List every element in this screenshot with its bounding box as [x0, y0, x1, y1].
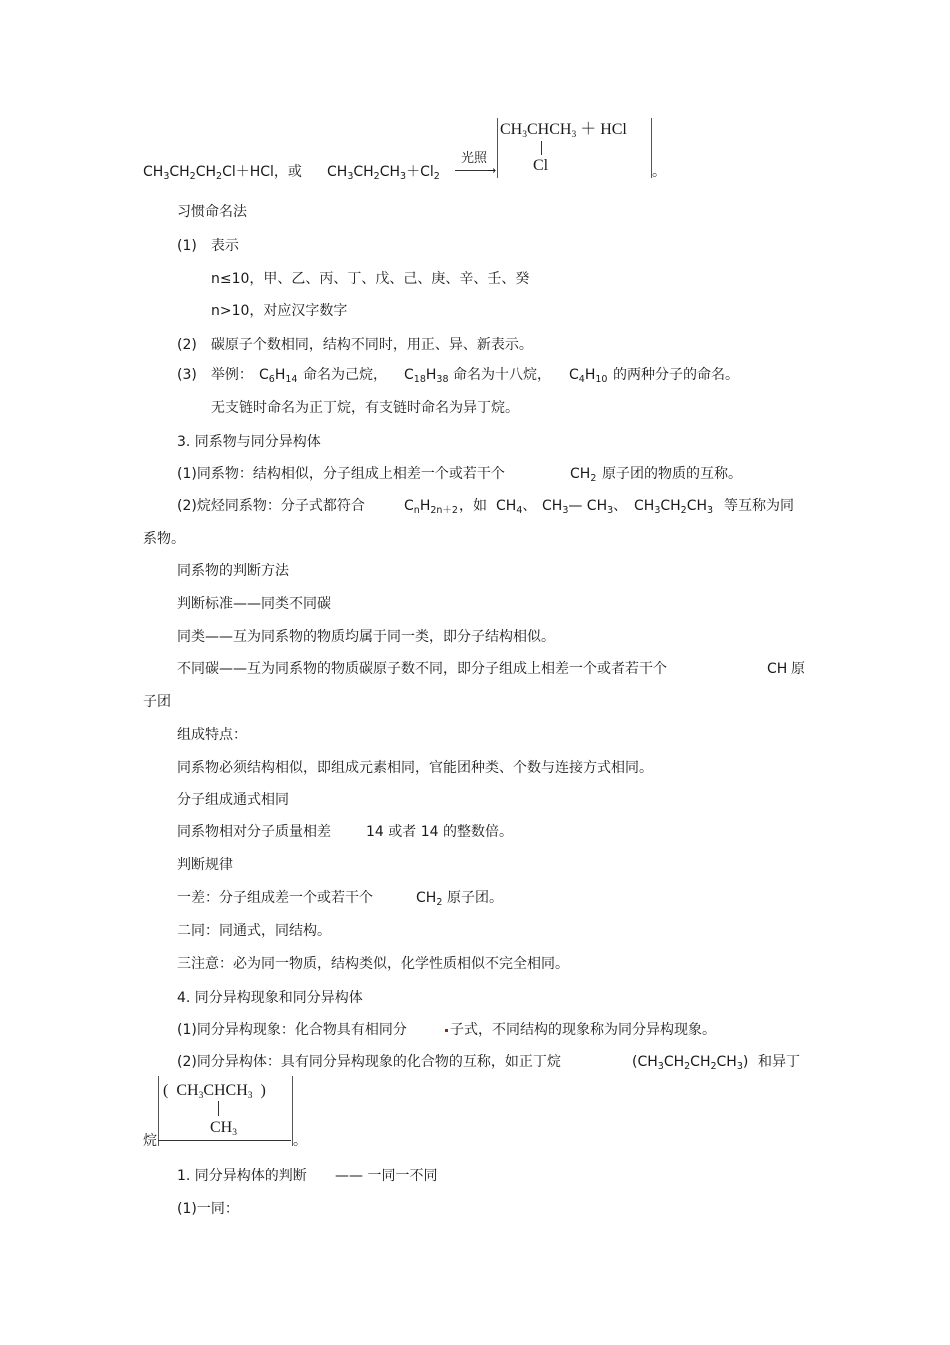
- line-butane-names: 无支链时命名为正丁烷，有支链时命名为异丁烷。: [211, 400, 519, 416]
- formula-cnh2n2: $C_nH_{2n+2}$: [404, 498, 458, 516]
- isobutane-end: 。: [293, 1133, 307, 1149]
- rule-one-diff-b: 原子团。: [447, 890, 503, 906]
- item-1: (1) 表示: [177, 238, 239, 254]
- isomer-def-b: 和异丁: [758, 1054, 800, 1070]
- rule-two-same: 二同：同通式，同结构。: [177, 923, 331, 939]
- line-n-le-10: n≤10，甲、乙、丙、丁、戊、己、庚、辛、壬、癸: [211, 271, 530, 287]
- alkane-homolog-d: 等互称为同: [724, 498, 794, 514]
- rule-one-diff-a: 一差：分子组成差一个或若干个: [177, 890, 373, 906]
- eq1-left: $CH_3CH_2CH_2Cl+HCl$，或: [143, 164, 302, 182]
- mark-dot: [445, 1029, 448, 1032]
- eq1-reactant: $CH_3CH_2CH_3+Cl_2$: [327, 164, 440, 182]
- diff-carbon-c: 原: [791, 661, 805, 677]
- heading-composition: 组成特点：: [177, 727, 247, 743]
- heading-3: 3. 同系物与同分异构体: [177, 434, 321, 450]
- composition-text: 同系物必须结构相似，即组成元素相同，官能团种类、个数与连接方式相同。: [177, 760, 653, 776]
- isobutane-underline: [158, 1140, 291, 1141]
- rule-three-notes: 三注意：必为同一物质，结构类似，化学性质相似不完全相同。: [177, 956, 569, 972]
- line-n-gt-10: n>10，对应汉字数字: [211, 303, 348, 319]
- formula-ethane: $CH_3—$ $CH_3$、: [542, 498, 628, 516]
- isomer-judge-a: 1. 同分异构体的判断: [177, 1168, 307, 1184]
- formula-c6h14: $C_6H_{14}$: [259, 367, 298, 385]
- def-homolog-b: 原子团的物质的互称。: [602, 466, 742, 482]
- item-3-text-d: 的两种分子的命名。: [613, 367, 739, 383]
- item-3-label: (3) 举例：: [177, 367, 253, 383]
- item-3-text-b: 命名为己烷，: [303, 367, 387, 383]
- formula-n-butane: $(CH_3CH_2CH_2CH_3)$: [632, 1054, 749, 1072]
- formula-c4h10: $C_4H_{10}$: [569, 367, 608, 385]
- isomerism-def-a: (1)同分异构现象：化合物具有相同分: [177, 1022, 407, 1038]
- formula-ch2: $CH_2$: [570, 466, 597, 484]
- judge-standard: 判断标准——同类不同碳: [177, 596, 331, 612]
- bond-line: [541, 141, 542, 155]
- item-one-same: (1)一同：: [177, 1201, 239, 1217]
- isobutane-main: ( $CH_3CHCH_3$ ): [163, 1082, 266, 1101]
- item-2: (2) 碳原子个数相同，结构不同时，用正、异、新表示。: [177, 337, 533, 353]
- def-homolog-a: (1)同系物：结构相似，分子组成上相差一个或若干个: [177, 466, 505, 482]
- alkane-homolog-b: ，如: [459, 498, 487, 514]
- heading-rules: 判断规律: [177, 857, 233, 873]
- mass-diff-b: 14 或者 14 的整数倍。: [366, 824, 513, 840]
- isobutane-label: 烷: [143, 1133, 157, 1149]
- heading-4: 4. 同分异构现象和同分异构体: [177, 990, 363, 1006]
- eq1-product-main: $CH_3CHCH_3$ ＋ HCl: [500, 121, 627, 140]
- formula-propane: $CH_3CH_2CH_3$: [634, 498, 714, 516]
- diff-carbon-a: 不同碳——互为同系物的物质碳原子数不同，即分子组成上相差一个或者若干个: [177, 661, 667, 677]
- eq1-end: 。: [652, 164, 666, 180]
- rule-one-diff-ch2: $CH_2$: [416, 890, 443, 908]
- reaction-arrow-head: →: [487, 164, 497, 177]
- eq1-condition: 光照: [461, 151, 488, 166]
- eq1-product-sub: Cl: [533, 157, 549, 174]
- isomer-judge-b: —— 一同一不同: [335, 1168, 438, 1184]
- isomerism-def-b: 子式，不同结构的现象称为同分异构现象。: [445, 1021, 716, 1039]
- diff-carbon-cont: 子团: [143, 694, 171, 710]
- isobutane-sub: $CH_3$: [210, 1119, 237, 1138]
- diff-carbon-ch: CH: [767, 661, 788, 677]
- alkane-homolog-cont: 系物。: [143, 531, 185, 547]
- mass-diff-a: 同系物相对分子质量相差: [177, 824, 331, 840]
- isomer-def-a: (2)同分异构体：具有同分异构现象的化合物的互称，如正丁烷: [177, 1054, 561, 1070]
- formula-c18h38: $C_{18}H_{38}$: [404, 367, 449, 385]
- alkane-homolog-a: (2)烷烃同系物：分子式都符合: [177, 498, 365, 514]
- item-3-text-c: 命名为十八烷，: [453, 367, 551, 383]
- isobutane-bond: [218, 1101, 219, 1116]
- heading-judge-method: 同系物的判断方法: [177, 563, 289, 579]
- same-class: 同类——互为同系物的物质均属于同一类，即分子结构相似。: [177, 629, 555, 645]
- heading-habit-naming: 习惯命名法: [177, 204, 247, 220]
- formula-ch4: $CH_4$、: [496, 498, 537, 516]
- general-formula-same: 分子组成通式相同: [177, 792, 289, 808]
